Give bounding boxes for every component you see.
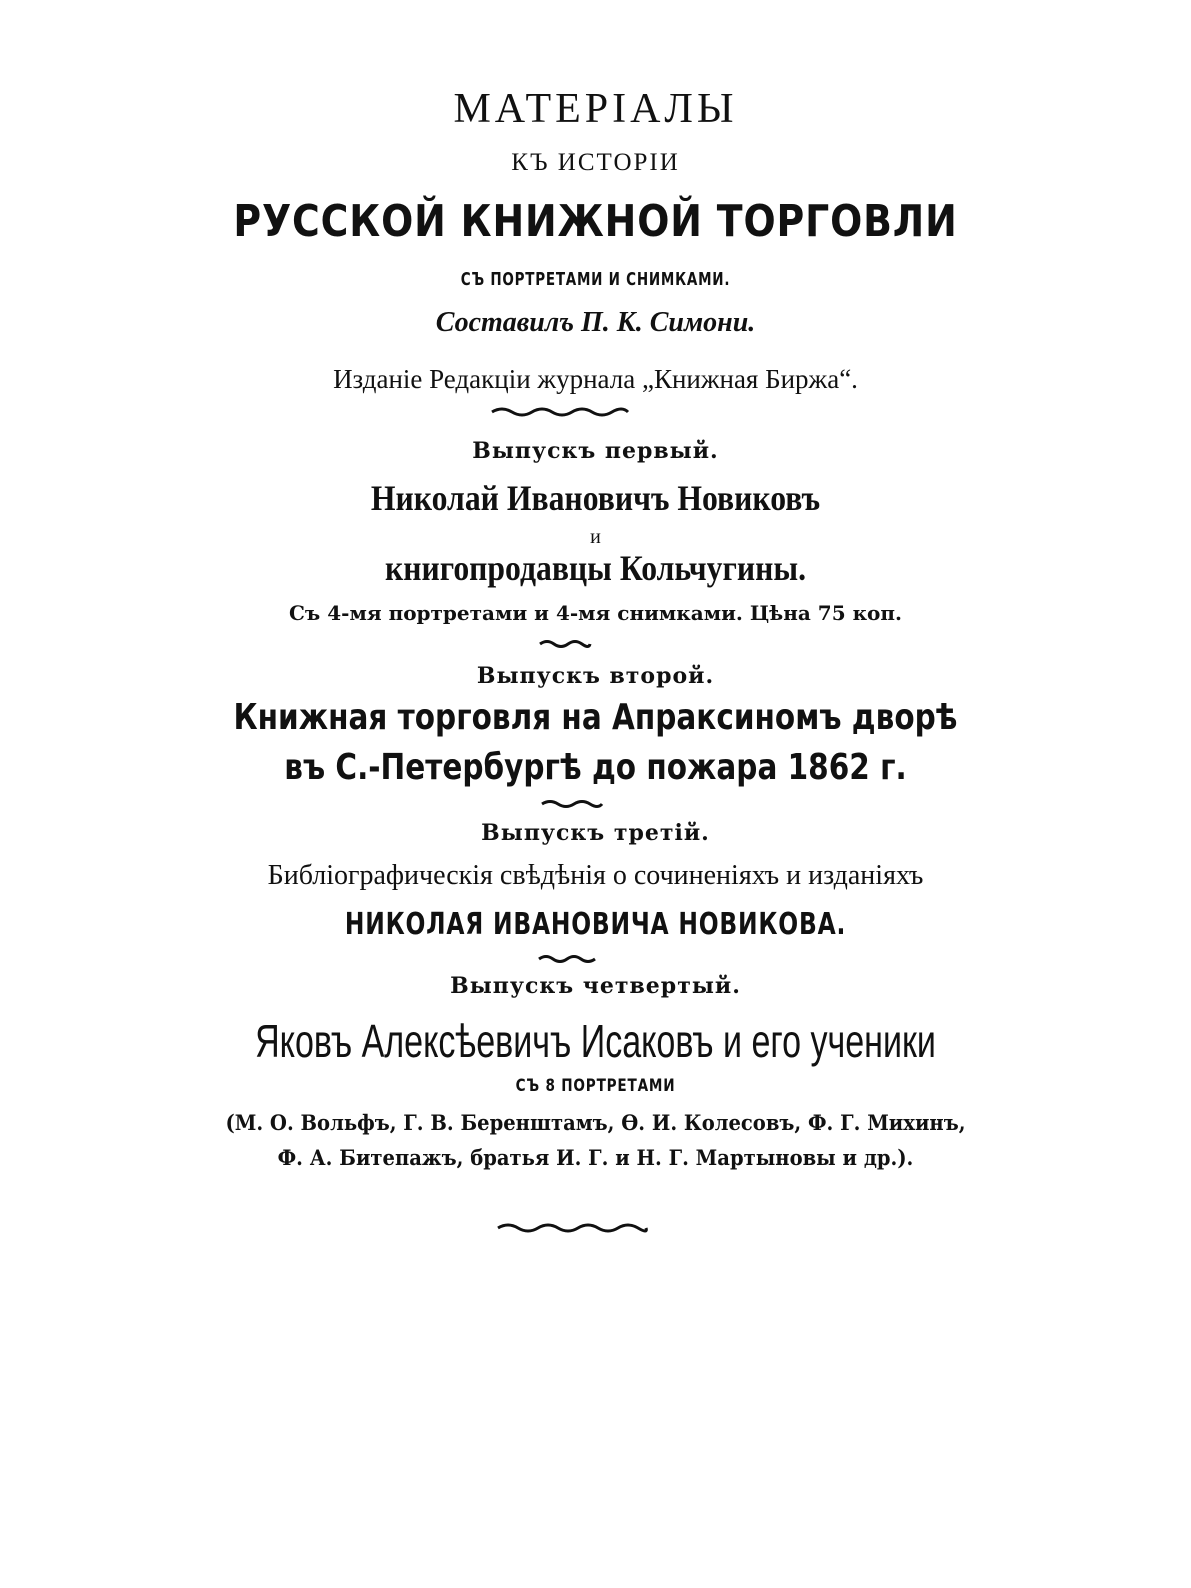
- issue-4-label: Выпускъ четвертый.: [450, 973, 741, 999]
- issue-1-conjunction: и: [590, 526, 601, 548]
- ornament-divider-2: [538, 637, 592, 651]
- main-title: РУССКОЙ КНИЖНОЙ ТОРГОВЛИ: [233, 196, 958, 247]
- issue-3-title-line1: Библіографическія свѣдѣнія о сочиненіяхъ и изданіяхъ: [267, 860, 924, 891]
- issue-4-names-line2: Ф. А. Битепажъ, братья И. Г. и Н. Г. Мартыновы и др.).: [277, 1145, 914, 1170]
- issue-3-title-line2: НИКОЛАЯ ИВАНОВИЧА НОВИКОВА.: [344, 907, 847, 942]
- ornament-divider-5: [496, 1220, 648, 1236]
- issue-2-title-line1: Книжная торговля на Апраксиномъ дворѣ: [233, 697, 958, 738]
- page-title: МАТЕРІАЛЫ: [453, 86, 738, 132]
- issue-3-label: Выпускъ третій.: [481, 820, 710, 846]
- compiler-line: Составилъ П. К. Симони.: [435, 307, 756, 338]
- issue-1-label: Выпускъ первый.: [472, 438, 719, 464]
- issue-2-label: Выпускъ второй.: [476, 663, 715, 689]
- title-subline: КЪ ИСТОРІИ: [511, 149, 680, 176]
- issue-1-title-line2: книгопродавцы Кольчугины.: [384, 548, 807, 588]
- issue-1-details: Съ 4-мя портретами и 4-мя снимками. Цѣна 75 коп.: [289, 601, 902, 625]
- issue-2-title-line2: въ С.-Петербургѣ до пожара 1862 г.: [284, 747, 907, 788]
- issue-1-title-line1: Николай Ивановичъ Новиковъ: [370, 478, 821, 518]
- issue-4-title-line1: Яковъ Алексѣевичъ Исаковъ и его ученики: [255, 1015, 936, 1067]
- ornament-divider-3: [540, 797, 604, 811]
- issue-4-details: СЪ 8 ПОРТРЕТАМИ: [515, 1076, 676, 1096]
- ornament-divider-4: [537, 952, 597, 966]
- portraits-note: СЪ ПОРТРЕТАМИ И СНИМКАМИ.: [460, 269, 731, 290]
- edition-line: Изданіе Редакціи журнала „Книжная Биржа“.: [333, 364, 858, 394]
- ornament-divider-1: [490, 404, 630, 420]
- issue-4-names-line1: (М. О. Вольфъ, Г. В. Беренштамъ, Ѳ. И. Колесовъ, Ф. Г. Михинъ,: [225, 1110, 966, 1135]
